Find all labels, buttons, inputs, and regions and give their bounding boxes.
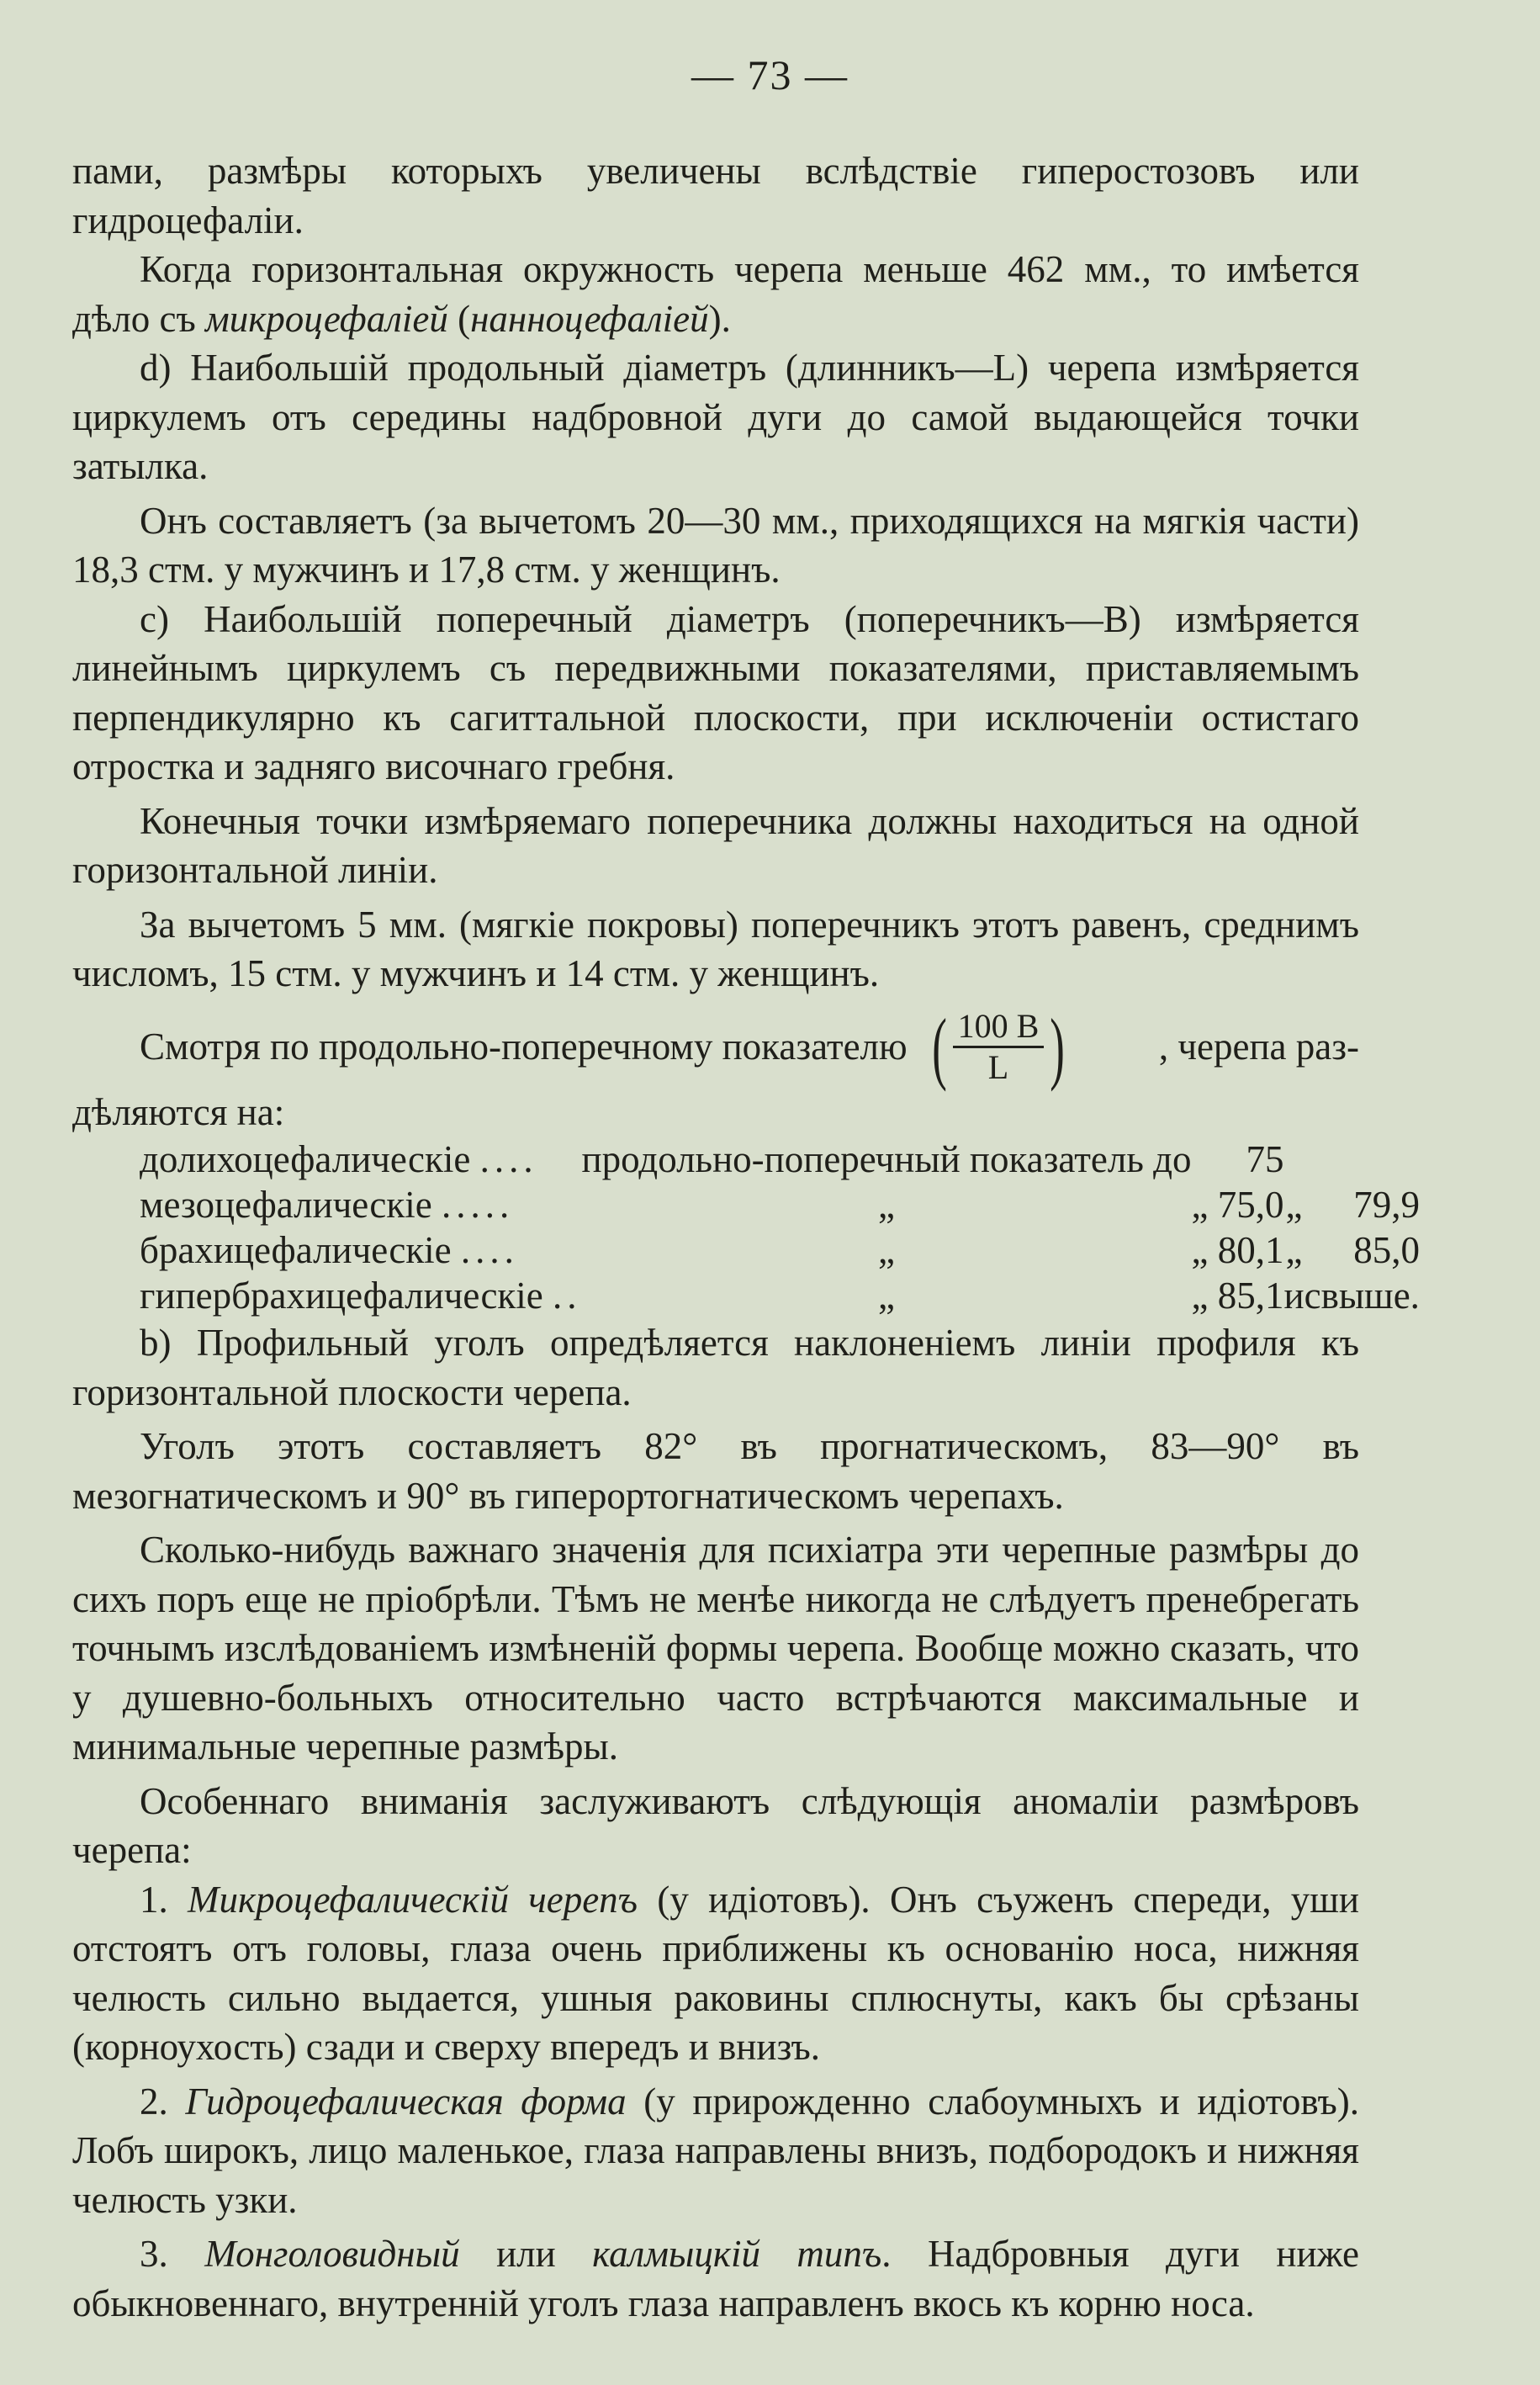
paragraph-text: Когда горизонтальная окружность черепа меньше 462 мм., то имѣется дѣло съ [72,248,1359,340]
skull-type-name [140,1227,582,1273]
anomaly-description: . Надбровныя дуги ниже обыкновеннаго, внутренній уголъ глаза направленъ вкось къ корню носа. [72,2233,1360,2324]
formula-denominator: L [987,1048,1009,1086]
paragraph-transverse-diameter: c) Наибольшій поперечный діаметръ (поперечникъ—B) измѣряется линейнымъ циркулемъ съ передвижными показателями, приставляемымъ перпендикулярно къ сагиттальной плоскости, при исключеніи остистаго отростка и задняго височнаго гребня. [72,597,1359,787]
leader-dots: .... [479,1138,538,1180]
skull-type-label: „ [878,1275,895,1317]
skull-type-name-text: мезоцефалическіе [140,1184,432,1226]
skull-type-row [140,1227,1420,1273]
leader-dots: .. [553,1275,582,1317]
skull-type-separator [1284,1137,1305,1182]
page-number: — 73 — [691,51,849,98]
paragraph-anomalies-intro: Особеннаго вниманія заслуживаютъ слѣдующія аномаліи размѣровъ черепа: [72,1779,1359,1871]
paragraph-transverse-values: За вычетомъ 5 мм. (мягкіе покровы) поперечникъ этотъ равенъ, среднимъ числомъ, 15 стм. у мужчинъ и 14 стм. у женщинъ. [72,903,1359,994]
skull-type-value-to: свыше. [1304,1275,1420,1317]
skull-type-rows [140,1137,1420,1318]
skull-type-name [140,1182,582,1227]
skull-type-name [140,1137,582,1182]
anomaly-item-hydrocephalic [72,2077,1359,2225]
skull-type-table [140,1137,1420,1318]
skull-type-value-from: 75 [1246,1138,1284,1180]
skull-type-value-to: 85,0 [1353,1229,1420,1271]
skull-type-name-text: долихоцефалическіе [140,1138,471,1180]
anomaly-description: (у прирожденно слабоумныхъ и идіотовъ). Лобъ широкъ, лицо маленькое, глаза направлены внизъ, подбородокъ и нижняя челюсть узки. [72,2080,1359,2221]
skull-type-value-to [1305,1137,1420,1182]
term-nannocephaly: нанноцефаліей [470,297,709,340]
anomaly-number: 2. [140,2080,186,2123]
anomaly-term: Гидроцефалическая форма [185,2080,627,2123]
term-microcephaly: микроцефаліей [205,297,448,340]
cephalic-index-continuation: дѣляются на: [72,1090,285,1133]
anomaly-number: 3. [140,2233,205,2275]
right-paren: ) [1050,1001,1066,1092]
anomaly-number: 1. [140,1878,188,1921]
paragraph-facial-angle-values: Уголъ этотъ составляетъ 82° въ прогнатическомъ, 83—90° въ мезогнатическомъ и 90° въ гиперортогнатическомъ черепахъ. [72,1425,1359,1517]
anomaly-term: Микроцефалическій черепъ [188,1878,638,1921]
paragraph-facial-angle: b) Профильный уголъ опредѣляется наклоненіемъ линіи профиля къ горизонтальной плоскости черепа. [72,1322,1359,1413]
skull-type-label: „ [878,1229,895,1271]
skull-type-row [140,1273,1420,1318]
skull-type-name-text: брахицефалическіе [140,1229,452,1271]
formula-numerator: 100 B [953,1007,1045,1048]
skull-type-label: „ [878,1184,895,1226]
paragraph-text: ( [447,297,471,340]
cephalic-index-formula [926,1001,1072,1092]
skull-type-value-to: 79,9 [1353,1184,1420,1226]
paragraph-longitudinal-diameter: d) Наибольшій продольный діаметръ (длинникъ—L) черепа измѣряется циркулемъ отъ середины надбровной дуги до самой выдающейся точки затылка. [72,347,1359,487]
page-body [72,146,1420,2328]
skull-type-name-text: гипербрахицефалическіе [140,1275,543,1317]
left-paren: ( [931,1001,947,1092]
fraction-stack [953,1007,1045,1087]
anomaly-term: калмыцкій типъ [592,2233,882,2275]
cephalic-index-line [72,1001,1359,1092]
paragraph-end-points: Конечныя точки измѣряемаго поперечника должны находиться на одной горизонтальной линіи. [72,799,1359,891]
skull-type-name [140,1273,582,1318]
paragraph-text: ). [708,297,731,340]
paragraph-hydrocephaly-continuation: пами, размѣры которыхъ увеличены вслѣдствіе гиперостозовъ или гидроцефаліи. [72,150,1359,241]
anomaly-connector: или [459,2233,593,2275]
skull-type-separator: и [1283,1275,1305,1317]
leader-dots: .... [460,1229,519,1271]
skull-type-separator: „ [1285,1184,1303,1226]
skull-type-label: продольно-поперечный показатель до [581,1138,1192,1180]
cephalic-index-lead: Смотря по продольно-поперечному показателю [140,1026,908,1068]
skull-type-row [140,1182,1420,1227]
anomaly-item-microcephalic [72,1875,1359,2072]
anomaly-item-mongoloid [72,2229,1359,2328]
paragraph-psychiatry-significance: Сколько-нибудь важнаго значенія для психіатра эти черепные размѣры до сихъ поръ еще не пріобрѣли. Тѣмъ не менѣе никогда не слѣдуетъ пренебрегать точнымъ изслѣдованіемъ измѣненій формы черепа. Вообще можно сказать, что у душевно-больныхъ относительно часто встрѣчаются максимальные и минимальные черепные размѣры. [72,1529,1359,1768]
skull-type-value-from: „ 75,0 [1191,1184,1284,1226]
skull-type-separator: „ [1285,1229,1303,1271]
cephalic-index-tail: , черепа раз- [1158,1026,1359,1068]
leader-dots: ..... [441,1184,515,1226]
skull-type-value-from: „ 80,1 [1191,1229,1284,1271]
anomaly-description: (у идіотовъ). Онъ съуженъ спереди, уши отстоятъ отъ головы, глаза очень приближены къ основанію носа, нижняя челюсть сильно выдается, ушныя раковины сплюснуты, какъ бы срѣзаны (корноухость) сзади и сверху впередъ и внизъ. [72,1878,1359,2068]
paragraph-microcephaly-threshold [72,245,1359,343]
anomaly-term: Монголовидный [204,2233,460,2275]
skull-type-row [140,1137,1420,1182]
paragraph-longitudinal-values: Онъ составляетъ (за вычетомъ 20—30 мм., приходящихся на мягкія части) 18,3 стм. у мужчинъ и 17,8 стм. у женщинъ. [72,499,1359,591]
skull-type-value-from: „ 85,1 [1191,1275,1284,1317]
